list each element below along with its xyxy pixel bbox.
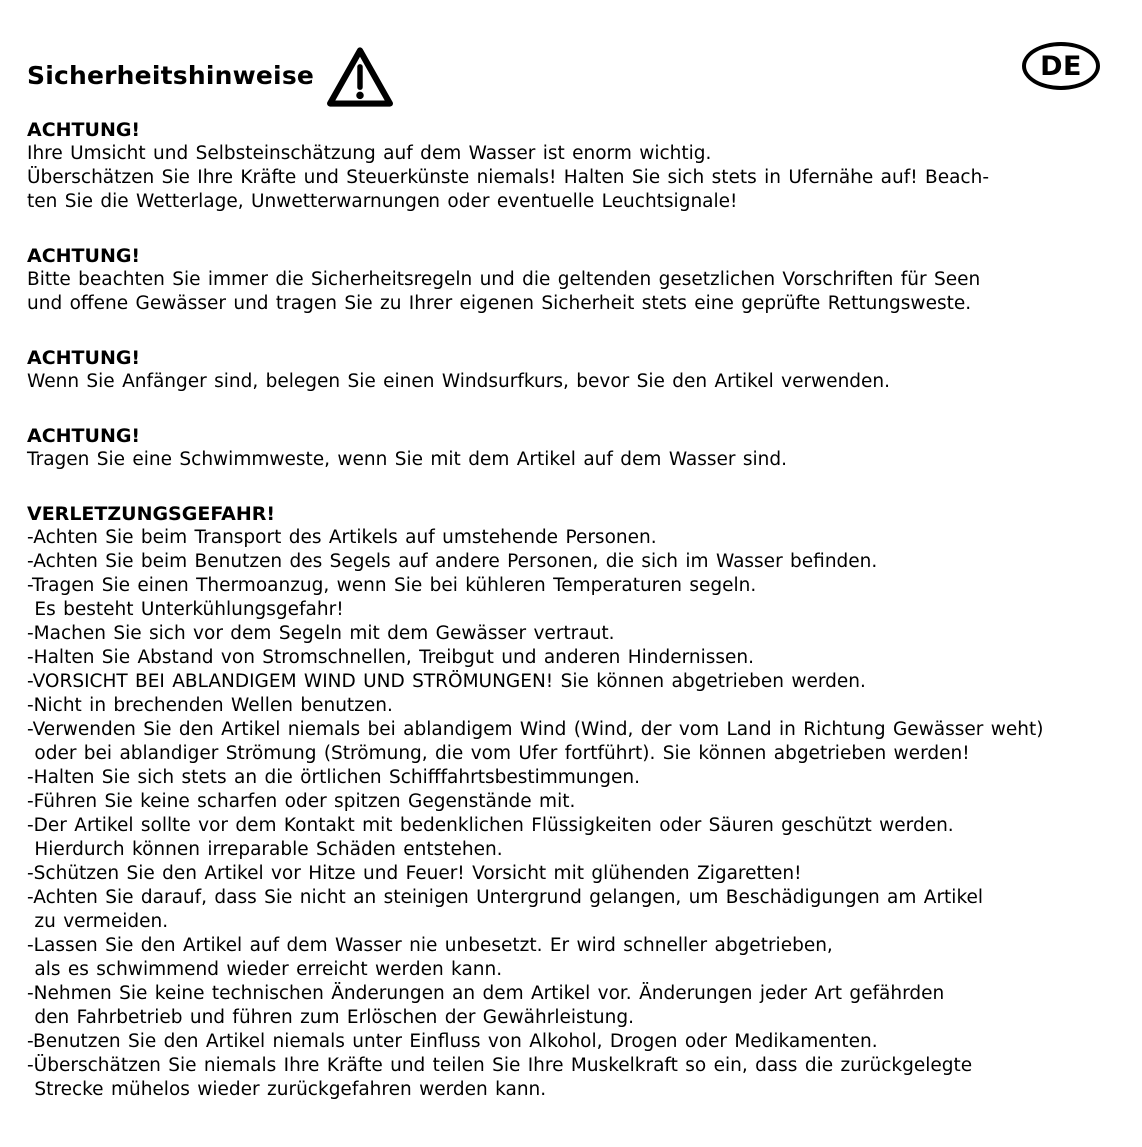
- body-line: oder bei ablandiger Strömung (Strömung, die vom Ufer fortführt). Sie können abgetrieben werden!: [27, 743, 970, 764]
- warning-section: [27, 244, 1120, 316]
- body-line: Strecke mühelos wieder zurückgefahren werden kann.: [27, 1079, 547, 1100]
- body-line: Es besteht Unterkühlungsgefahr!: [27, 599, 344, 620]
- warning-section: [27, 118, 1120, 214]
- page-title: Sicherheitshinweise: [27, 60, 315, 90]
- body-line: und offene Gewässer und tragen Sie zu Ihrer eigenen Sicherheit stets eine geprüfte Rettungsweste.: [27, 293, 972, 314]
- section-heading: ACHTUNG!: [27, 425, 141, 447]
- body-line: Überschätzen Sie Ihre Kräfte und Steuerkünste niemals! Halten Sie sich stets in Ufernähe auf! Beach-: [27, 167, 989, 188]
- body-line: den Fahrbetrieb und führen zum Erlöschen der Gewährleistung.: [27, 1007, 634, 1028]
- body-line: zu vermeiden.: [27, 911, 169, 932]
- section-body: [27, 448, 1120, 472]
- body-line: -Tragen Sie einen Thermoanzug, wenn Sie bei kühleren Temperaturen segeln.: [27, 575, 757, 596]
- warning-triangle-icon: [326, 45, 394, 109]
- language-badge-label: DE: [1040, 50, 1082, 82]
- title-row: [27, 44, 1120, 106]
- body-line: ten Sie die Wetterlage, Unwetterwarnungen oder eventuelle Leuchtsignale!: [27, 191, 738, 212]
- content: [27, 118, 1120, 1102]
- warning-section: [27, 502, 1120, 1102]
- body-line: -Der Artikel sollte vor dem Kontakt mit bedenklichen Flüssigkeiten oder Säuren geschützt werden.: [27, 815, 954, 836]
- body-line: -Überschätzen Sie niemals Ihre Kräfte und teilen Sie Ihre Muskelkraft so ein, dass die zurückgelegte: [27, 1055, 973, 1076]
- body-line: -Lassen Sie den Artikel auf dem Wasser nie unbesetzt. Er wird schneller abgetrieben,: [27, 935, 833, 956]
- section-heading: VERLETZUNGSGEFAHR!: [27, 503, 276, 525]
- body-line: als es schwimmend wieder erreicht werden kann.: [27, 959, 503, 980]
- body-line: Tragen Sie eine Schwimmweste, wenn Sie mit dem Artikel auf dem Wasser sind.: [27, 449, 788, 470]
- section-body: [27, 142, 1120, 214]
- warning-section: [27, 424, 1120, 472]
- page-header: [27, 44, 1120, 118]
- body-line: -Verwenden Sie den Artikel niemals bei ablandigem Wind (Wind, der vom Land in Richtung Gewässer weht): [27, 719, 1044, 740]
- body-line: -Machen Sie sich vor dem Segeln mit dem Gewässer vertraut.: [27, 623, 615, 644]
- section-heading: ACHTUNG!: [27, 245, 141, 267]
- body-line: -Schützen Sie den Artikel vor Hitze und Feuer! Vorsicht mit glühenden Zigaretten!: [27, 863, 802, 884]
- body-line: -Achten Sie beim Transport des Artikels auf umstehende Personen.: [27, 527, 657, 548]
- body-line: -Nicht in brechenden Wellen benutzen.: [27, 695, 393, 716]
- body-line: -Halten Sie Abstand von Stromschnellen, Treibgut und anderen Hindernissen.: [27, 647, 755, 668]
- body-line: Bitte beachten Sie immer die Sicherheitsregeln und die geltenden gesetzlichen Vorschriften für Seen: [27, 269, 981, 290]
- body-line: -Achten Sie beim Benutzen des Segels auf andere Personen, die sich im Wasser befinden.: [27, 551, 878, 572]
- section-body: [27, 268, 1120, 316]
- body-line: -Nehmen Sie keine technischen Änderungen an dem Artikel vor. Änderungen jeder Art gefährden: [27, 983, 945, 1004]
- section-heading: ACHTUNG!: [27, 347, 141, 369]
- body-line: -Halten Sie sich stets an die örtlichen Schifffahrtsbestimmungen.: [27, 767, 640, 788]
- body-line: -Achten Sie darauf, dass Sie nicht an steinigen Untergrund gelangen, um Beschädigungen am Artikel: [27, 887, 984, 908]
- body-line: -Benutzen Sie den Artikel niemals unter Einfluss von Alkohol, Drogen oder Medikamenten.: [27, 1031, 878, 1052]
- body-line: -Führen Sie keine scharfen oder spitzen Gegenstände mit.: [27, 791, 576, 812]
- body-line: Wenn Sie Anfänger sind, belegen Sie einen Windsurfkurs, bevor Sie den Artikel verwenden.: [27, 371, 891, 392]
- section-body: [27, 370, 1120, 394]
- body-line: -VORSICHT BEI ABLANDIGEM WIND UND STRÖMUNGEN! Sie können abgetrieben werden.: [27, 671, 866, 692]
- warning-section: [27, 346, 1120, 394]
- section-heading: ACHTUNG!: [27, 119, 141, 141]
- section-body: [27, 526, 1120, 1102]
- body-line: Ihre Umsicht und Selbsteinschätzung auf dem Wasser ist enorm wichtig.: [27, 143, 712, 164]
- language-badge: [1022, 42, 1100, 90]
- body-line: Hierdurch können irreparable Schäden entstehen.: [27, 839, 503, 860]
